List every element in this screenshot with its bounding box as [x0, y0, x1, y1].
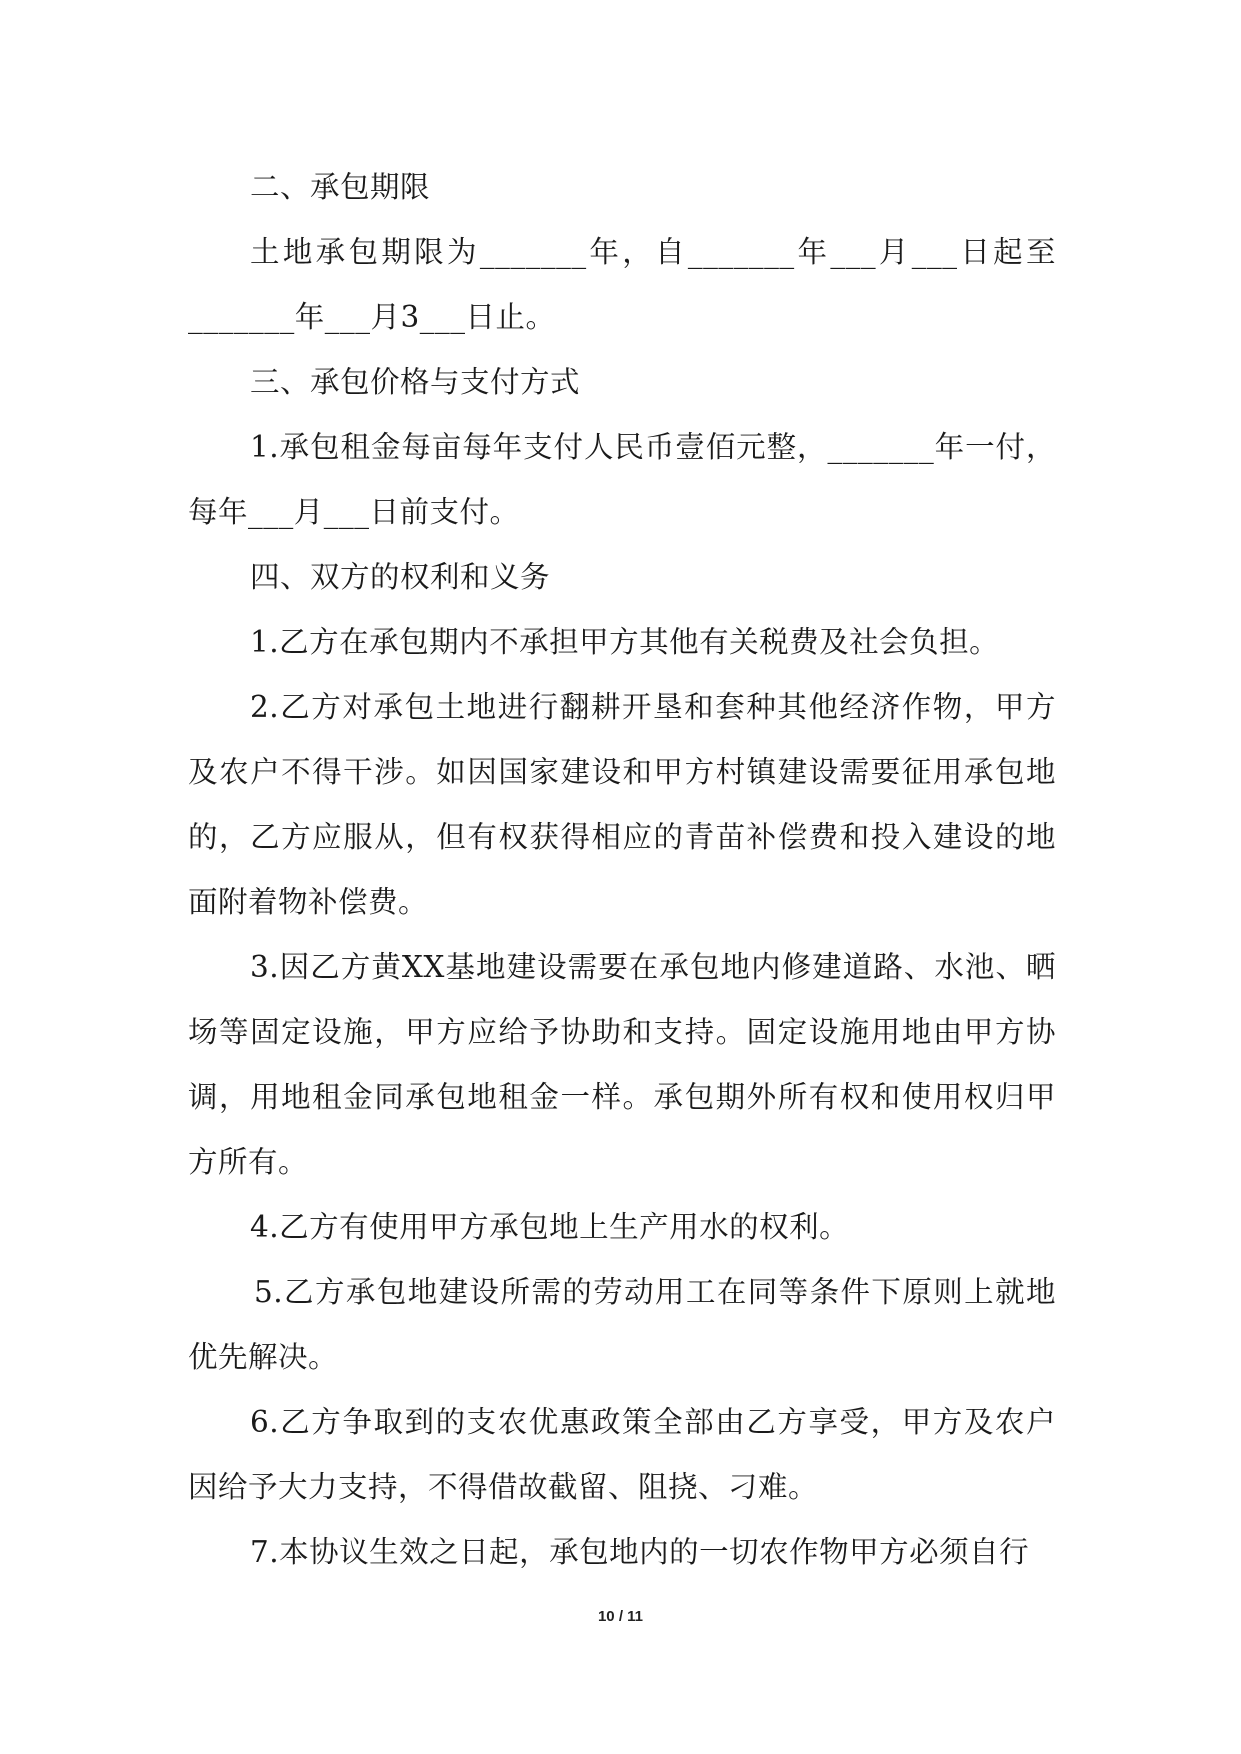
page-number: 10 / 11	[597, 1608, 644, 1625]
paragraph-rights-2: 2.乙方对承包土地进行翻耕开垦和套种其他经济作物，甲方及农户不得干涉。如因国家建设和甲方村镇建设需要征用承包地的，乙方应服从，但有权获得相应的青苗补偿费和投入建设的地面附着物补偿费。	[188, 690, 1056, 919]
paragraph-rights-4: 4.乙方有使用甲方承包地上生产用水的权利。	[250, 1210, 850, 1244]
paragraph-price-1: 1.承包租金每亩每年支付人民币壹佰元整，_______年一付，每年___月___日前支付。	[188, 430, 1056, 529]
paragraph-rights-6: 6.乙方争取到的支农优惠政策全部由乙方享受，甲方及农户因给予大力支持，不得借故截留、阻挠、刁难。	[188, 1405, 1056, 1504]
paragraph-rights-5: 5.乙方承包地建设所需的劳动用工在同等条件下原则上就地优先解决。	[188, 1275, 1056, 1374]
section-heading-price: 三、承包价格与支付方式	[250, 365, 581, 399]
section-heading-rights: 四、双方的权利和义务	[250, 560, 551, 594]
document-body	[188, 155, 1056, 1585]
paragraph-rights-7: 7.本协议生效之日起，承包地内的一切农作物甲方必须自行	[250, 1535, 1030, 1569]
paragraph-term: 土地承包期限为_______年，自_______年___月___日起至_______年___月3___日止。	[188, 235, 1056, 334]
paragraph-rights-1: 1.乙方在承包期内不承担甲方其他有关税费及社会负担。	[250, 625, 1000, 659]
paragraph-rights-3: 3.因乙方黄XX基地建设需要在承包地内修建道路、水池、晒场等固定设施，甲方应给予协助和支持。固定设施用地由甲方协调，用地租金同承包地租金一样。承包期外所有权和使用权归甲方所有。	[188, 950, 1056, 1179]
section-heading-term: 二、承包期限	[250, 170, 431, 204]
